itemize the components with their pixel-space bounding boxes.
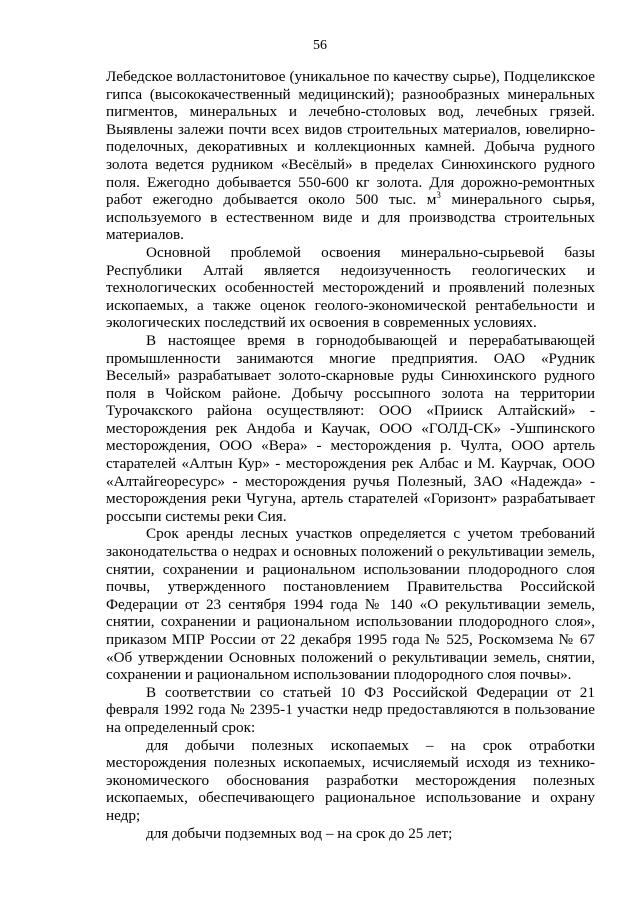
paragraph-lease-term: Срок аренды лесных участков определяется с учетом требований законодательства о недрах и основных положений о рекультивации земель, снятии, сохранении и рациональном использовании плодородного слоя почвы, утвержденного постановлением Правительства Российской Федерации от 23 сентября 1994 года № 140 «О рекультивации земель, снятии, сохранении и рациональном использовании плодородного слоя», приказом МПР России от 22 декабря 1995 года № 525, Роскомзема № 67 «Об утверждении Основных положений о рекультивации земель, снятии, сохранении и рациональном использовании плодородного слоя почвы». xyxy=(106,525,595,684)
paragraph-federal-law: В соответствии со статьей 10 ФЗ Российской Федерации от 21 февраля 1992 года № 2395-1 участки недр предоставляются в пользование на определенный срок: xyxy=(106,683,595,736)
paragraph-main-problem: Основной проблемой освоения минерально-сырьевой базы Республики Алтай является недоизученность геологических и технологических особенностей месторождений и проявлений полезных ископаемых, а также оценок геолого-экономической рентабельности и экологических последствий их освоения в современных условиях. xyxy=(106,243,595,332)
paragraph-mining-enterprises: В настоящее время в горнодобывающей и перерабатывающей промышленности занимаются многие предприятия. ОАО «Рудник Веселый» разрабатывает золото-скарновые руды Синюхинского рудного поля в Чойском районе. Добычу россыпного золота на территории Турочакского района осуществляют: ООО «Прииск Алтайский» - месторождения рек Андоба и Каучак, ООО «ГОЛД-СК» -Ушпинского месторождения, ООО «Вера» - месторождения р. Чулта, ООО артель старателей «Алтын Кур» - месторождения рек Албас и М. Каурчак, ООО «Алтайгеоресурс» - месторождения ручья Полезный, ЗАО «Надежда» - месторождения реки Чугуна, артель старателей «Горизонт» разрабатывает россыпи системы реки Сия. xyxy=(106,331,595,525)
page-number: 56 xyxy=(313,38,327,53)
paragraph-text: Лебедское волластонитовое (уникальное по качеству сырье), Подцеликское гипса (высококачественный медицинский); разнообразных минеральных пигментов, минеральных и лечебно-столовых вод, лечебных грязей. Выявлены залежи почти всех видов строительных материалов, ювелирно-поделочных, декоративных и коллекционных камней. Добыча рудного золота ведется рудником «Весёлый» в пределах Синюхинского рудного поля. Ежегодно добывается 550-600 кг золота. Для дорожно-ремонтных работ ежегодно добывается около 500 тыс. м xyxy=(106,68,595,209)
paragraph-mineral-deposits xyxy=(106,68,595,244)
paragraph-mineral-extraction: для добычи полезных ископаемых – на срок отработки месторождения полезных ископаемых, исчисляемый исходя из технико-экономического обоснования разработки месторождения полезных ископаемых, обеспечивающего рациональное использование и охрану недр; xyxy=(106,736,595,824)
superscript-cubic: 3 xyxy=(436,190,441,201)
document-body xyxy=(106,68,595,842)
paragraph-groundwater: для добычи подземных вод – на срок до 25 лет; xyxy=(146,824,453,842)
paragraph-text: минерального сырья, используемого в естественном виде и для производства строительных материалов. xyxy=(106,191,595,244)
